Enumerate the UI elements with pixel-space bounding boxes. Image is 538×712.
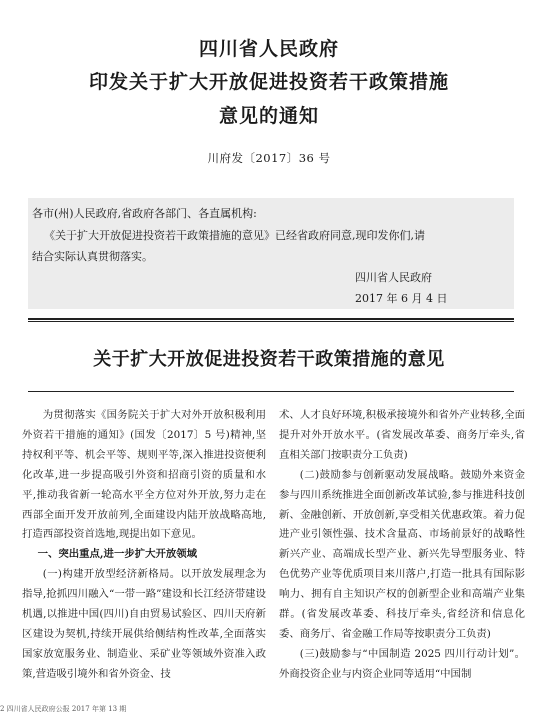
- notice-body-line1: 《关于扩大开放促进投资若干政策措施的意见》已经省政府同意,现印发你们,请: [44, 229, 425, 242]
- recipients: 各市(州)人民政府,省政府各部门、各直属机构:: [32, 207, 257, 220]
- right-column: [279, 406, 525, 685]
- left-column: [22, 406, 266, 685]
- page-footer: 2 四川省人民政府公报 2017 年第 13 期: [0, 705, 127, 712]
- title-underline: [28, 391, 514, 392]
- issuer: 四川省人民政府: [355, 271, 432, 284]
- notice-title-line2: 印发关于扩大开放促进投资若干政策措施: [88, 71, 449, 93]
- paragraph-1-continued: 术、人才良好环境,积极承接境外和省外产业转移,全面提升对外开放水平。(省发展改革委、商务厅牵头,省直相关部门按职责分工负责): [279, 409, 525, 461]
- notice-body-line2: 结合实际认真贯彻落实。: [32, 250, 153, 263]
- opinion-title: 关于扩大开放促进投资若干政策措施的意见: [93, 349, 445, 370]
- paragraph-1: (一)构建开放型经济新格局。以开放发展理念为指导,抢抓四川融入“一带一路”建设和长江经济带建设机遇,以推进中国(四川)自由贸易试验区、四川天府新区建设为契机,持续开展供给侧结构性改革,全面落实国家放宽服务业、制造业、采矿业等领域外资准入政策,营造吸引境外和省外资金、技: [22, 568, 266, 680]
- intro-paragraph: 为贯彻落实《国务院关于扩大对外开放积极利用外资若干措施的通知》(国发〔2017〕5 号)精神,坚持权利平等、机会平等、规则平等,深入推进投资便利化改革,进一步提高吸引外资和招商引资的质量和水平,推动我省新一轮高水平全方位对外开放,努力走在西部全面开发开放前列,全面建设内陆开放战略高地,打造西部投资首选地,现提出如下意见。: [22, 409, 266, 541]
- document-number: 川府发〔2017〕36 号: [207, 151, 331, 165]
- paragraph-3: (三)鼓励参与“中国制造 2025 四川行动计划”。外商投资企业与内资企业同等适用“中国制: [279, 647, 525, 680]
- notice-title-line3: 意见的通知: [218, 105, 319, 127]
- separator-rule: [28, 318, 514, 322]
- section-heading: 一、突出重点,进一步扩大开放领域: [37, 548, 198, 561]
- notice-box: [28, 198, 514, 309]
- issue-date: 2017 年 6 月 4 日: [355, 292, 448, 305]
- notice-title-line1: 四川省人民政府: [198, 38, 339, 60]
- paragraph-2: (二)鼓励参与创新驱动发展战略。鼓励外来资金参与四川系统推进全面创新改革试验,参与推进科技创新、金融创新、开放创新,享受相关优惠政策。着力促进产业引领性强、技术含量高、市场前景好的战略性新兴产业、高端成长型产业、新兴先导型服务业、特色优势产业等优质项目来川落户,打造一批具有国际影响力、拥有自主知识产权的创新型企业和高端产业集群。(省发展改革委、科技厅牵头,省经济和信息化委、商务厅、省金融工作局等按职责分工负责): [279, 468, 525, 640]
